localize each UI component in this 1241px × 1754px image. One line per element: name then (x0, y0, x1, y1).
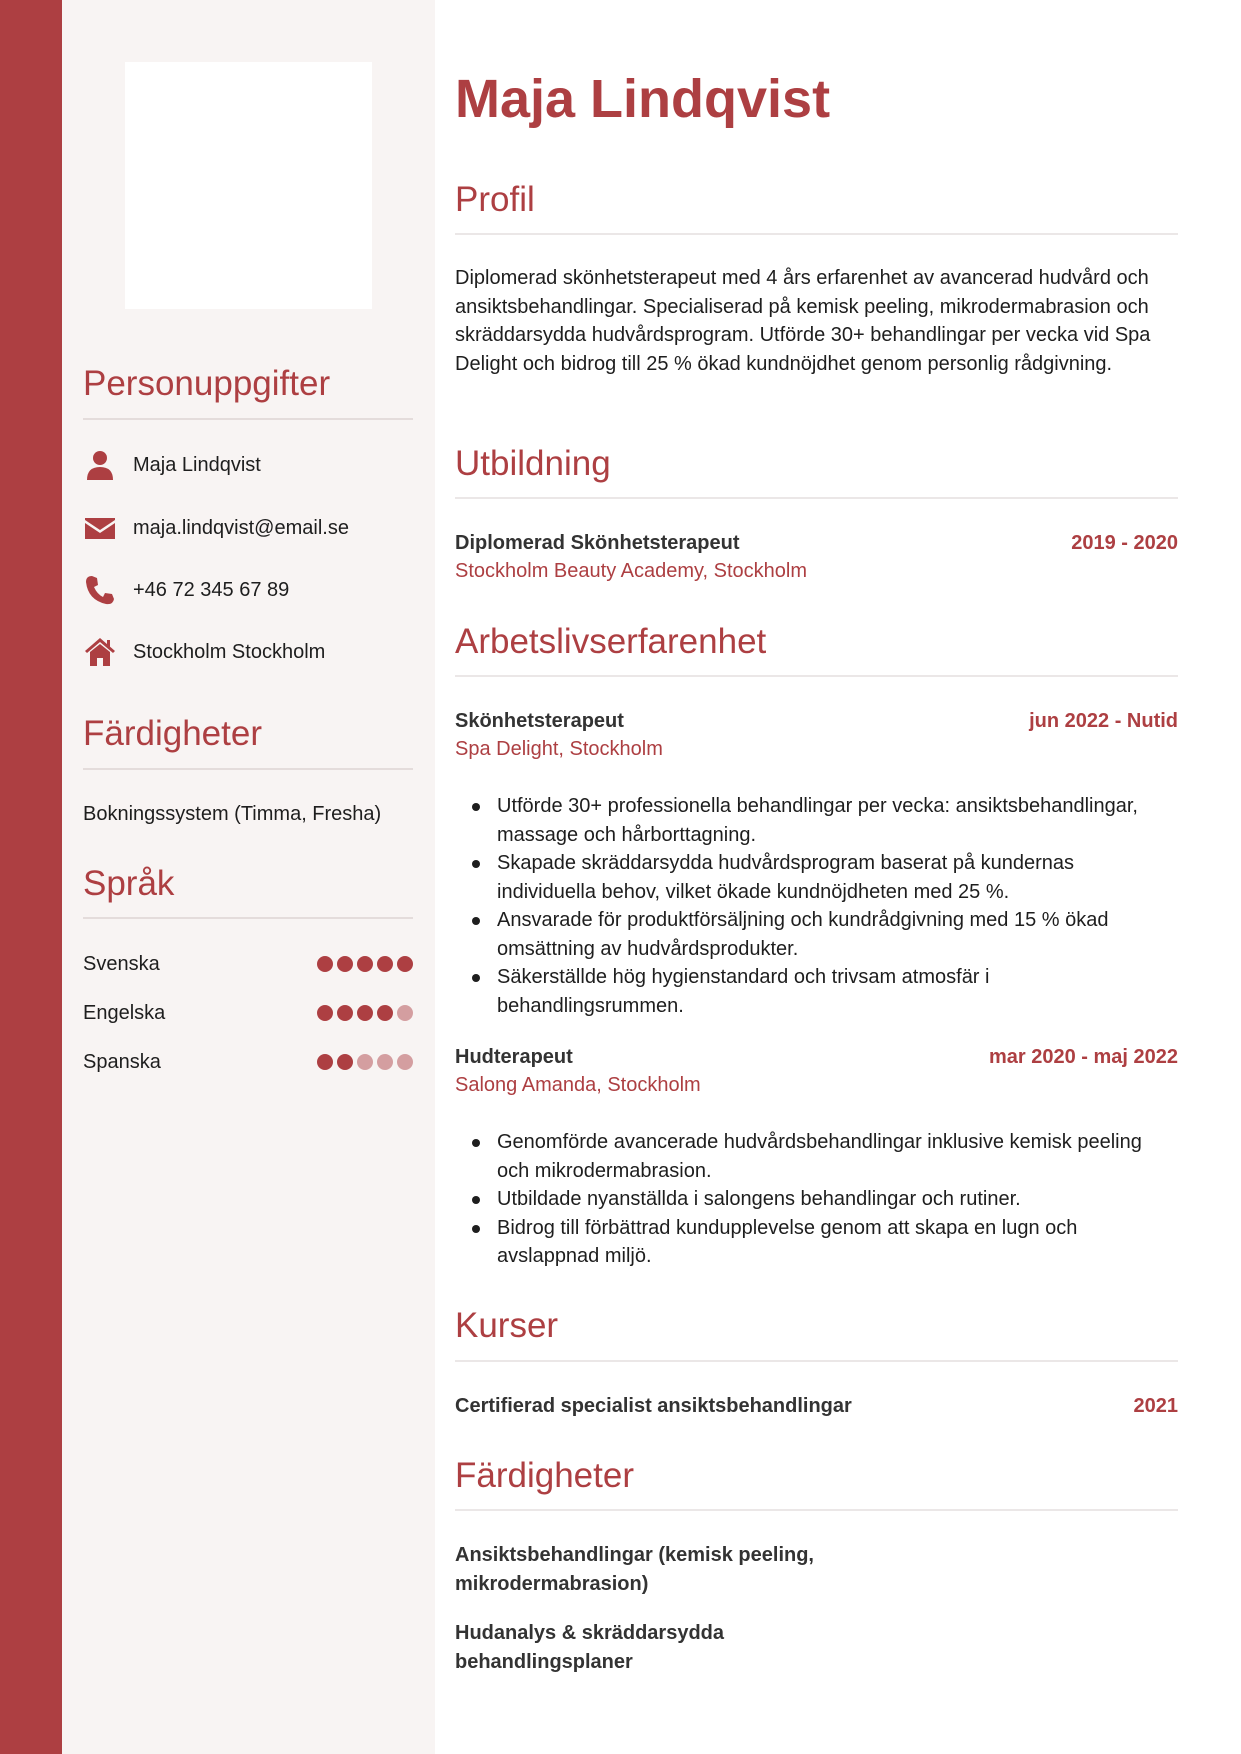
level-dot-filled (317, 1054, 333, 1070)
skill-item: Hudanalys & skräddarsydda behandlingsplaner (455, 1622, 724, 1673)
job-employer: Spa Delight, Stockholm (455, 738, 663, 760)
course-title: Certifierad specialist ansiktsbehandlingar (455, 1395, 852, 1417)
language-level (317, 1005, 413, 1021)
job-date: mar 2020 - maj 2022 (988, 1046, 1178, 1068)
skills-divider (455, 1509, 1178, 1511)
level-dot-filled (317, 1005, 333, 1021)
job-title: Skönhetsterapeut (455, 710, 624, 732)
language-name: Svenska (83, 953, 160, 975)
language-row-engelska (83, 1000, 413, 1026)
experience-divider (455, 675, 1178, 677)
job-bullets (455, 1128, 1178, 1271)
personal-divider (83, 418, 413, 420)
job-bullet: Ansvarade för produktförsäljning och kundrådgivning med 15 % ökad omsättning av hudvårdsprodukter. (455, 906, 1178, 963)
education-divider (455, 497, 1178, 499)
contact-phone-text[interactable]: +46 72 345 67 89 (133, 578, 290, 601)
profile-divider (455, 233, 1178, 235)
level-dot-empty (377, 1054, 393, 1070)
phone-icon (83, 573, 117, 607)
job-bullet: Skapade skräddarsydda hudvårdsprogram baserat på kundernas individuella behov, vilket ökade kundnöjdheten med 25 %. (455, 849, 1178, 906)
job-bullets (455, 792, 1178, 1020)
level-dot-empty (397, 1005, 413, 1021)
education-heading: Utbildning (455, 444, 611, 483)
courses-divider (455, 1360, 1178, 1362)
course-date: 2021 (1133, 1395, 1178, 1417)
job-title: Hudterapeut (455, 1046, 573, 1068)
education-date: 2019 - 2020 (1071, 532, 1178, 554)
level-dot-filled (377, 1005, 393, 1021)
job-bullet: Utförde 30+ professionella behandlingar per vecka: ansiktsbehandlingar, massage och hårborttagning. (455, 792, 1178, 849)
job-bullet: Genomförde avancerade hudvårdsbehandlingar inklusive kemisk peeling och mikrodermabrasion. (455, 1128, 1178, 1185)
level-dot-filled (377, 956, 393, 972)
skill-item: Ansiktsbehandlingar (kemisk peeling, mikrodermabrasion) (455, 1544, 814, 1595)
sidebar-skills-divider (83, 768, 413, 770)
level-dot-empty (397, 1054, 413, 1070)
candidate-name: Maja Lindqvist (455, 69, 831, 129)
level-dot-filled (357, 956, 373, 972)
job-bullet: Säkerställde hög hygienstandard och trivsam atmosfär i behandlingsrummen. (455, 963, 1178, 1020)
language-name: Spanska (83, 1051, 161, 1073)
languages-divider (83, 917, 413, 919)
level-dot-filled (337, 956, 353, 972)
language-row-svenska (83, 951, 413, 977)
profile-photo (125, 62, 372, 309)
accent-bar (0, 0, 62, 1754)
home-icon (83, 635, 117, 669)
person-icon (83, 448, 117, 482)
education-school: Stockholm Beauty Academy, Stockholm (455, 560, 808, 582)
job-bullet: Utbildade nyanställda i salongens behandlingar och rutiner. (455, 1185, 1178, 1214)
profile-text: Diplomerad skönhetsterapeut med 4 års erfarenhet av avancerad hudvård och ansiktsbehandlingar. Specialiserad på kemisk peeling, mikrodermabrasion och skräddarsydda hudvårdsprogram. Utförde 30+ behandlingar per vecka vid Spa Delight och bidrog till 25 % ökad kundnöjdhet genom personlig rådgivning. (455, 267, 1151, 375)
skills-heading: Färdigheter (455, 1456, 634, 1495)
contact-name (83, 447, 261, 483)
language-level (317, 1054, 413, 1070)
contact-name-text: Maja Lindqvist (133, 453, 261, 476)
job-employer: Salong Amanda, Stockholm (455, 1074, 701, 1096)
level-dot-filled (357, 1005, 373, 1021)
sidebar-skill-item: Bokningssystem (Timma, Fresha) (83, 803, 382, 825)
profile-heading: Profil (455, 180, 535, 219)
level-dot-filled (337, 1054, 353, 1070)
contact-email[interactable] (83, 510, 349, 546)
contact-location (83, 634, 326, 670)
personal-heading: Personuppgifter (83, 364, 331, 403)
language-row-spanska (83, 1049, 413, 1075)
language-level (317, 956, 413, 972)
sidebar-skills-heading: Färdigheter (83, 714, 262, 753)
languages-heading: Språk (83, 864, 175, 903)
job-bullet: Bidrog till förbättrad kundupplevelse genom att skapa en lugn och avslappnad miljö. (455, 1214, 1178, 1271)
envelope-icon (83, 511, 117, 545)
education-title: Diplomerad Skönhetsterapeut (455, 532, 740, 554)
courses-heading: Kurser (455, 1306, 559, 1345)
experience-heading: Arbetslivserfarenhet (455, 622, 767, 661)
language-name: Engelska (83, 1002, 166, 1024)
contact-phone[interactable] (83, 572, 290, 608)
contact-email-text[interactable]: maja.lindqvist@email.se (133, 516, 349, 539)
level-dot-empty (357, 1054, 373, 1070)
level-dot-filled (337, 1005, 353, 1021)
level-dot-filled (397, 956, 413, 972)
contact-location-text: Stockholm Stockholm (133, 640, 326, 663)
job-date: jun 2022 - Nutid (1029, 710, 1178, 732)
level-dot-filled (317, 956, 333, 972)
